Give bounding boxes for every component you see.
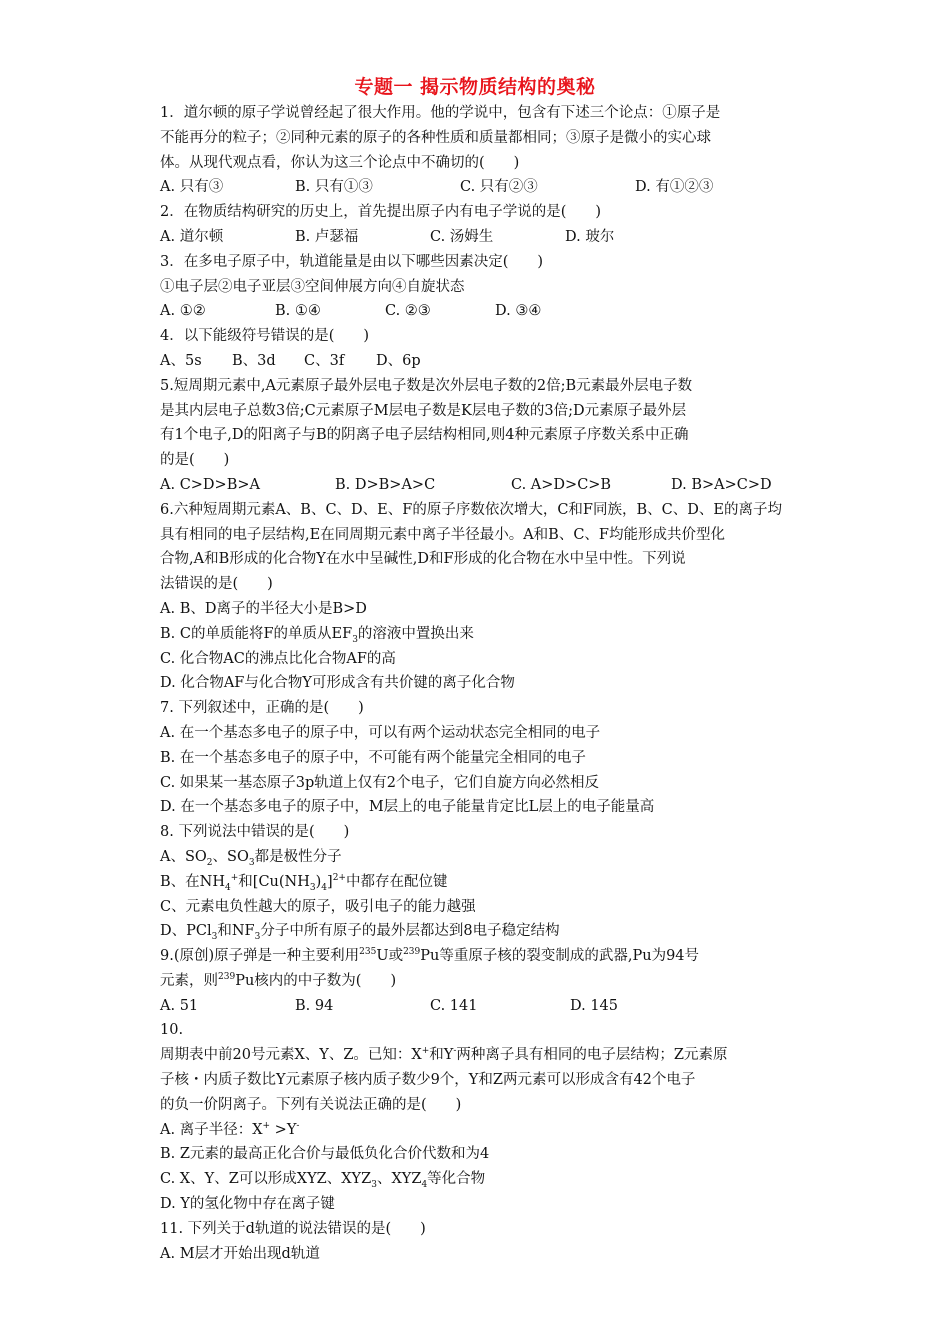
q3-line-2: ①电子层②电子亚层③空间伸展方向④自旋状态 [160,278,465,295]
q9-option-c: C. 141 [430,997,478,1014]
q5-line-3: 有1个电子,D的阳离子与B的阴离子电子层结构相同,则4种元素原子序数关系中正确 [160,427,689,444]
q4-option-d: D、6p [376,352,421,369]
q4-line-1: 4．以下能级符号错误的是( ) [160,328,370,345]
q1-option-c: C. 只有②③ [460,179,538,196]
q10-option-d: D. Y的氢化物中存在离子键 [160,1196,335,1213]
q5-option-c: C. A>D>C>B [511,476,612,493]
q9-option-a: A. 51 [160,997,199,1014]
q9-option-d: D. 145 [570,997,619,1014]
q10-option-b: B. Z元素的最高正化合价与最低负化合价代数和为4 [160,1146,490,1163]
q10-line-2: 子核・内质子数比Y元素原子核内质子数少9个，Y和Z两元素可以形成含有42个电子 [160,1072,696,1089]
q6-option-b: B. C的单质能将F的单质从$EF_3$的溶液中置换出来 [160,625,474,645]
q6-line-2: 具有相同的电子层结构,E在同周期元素中离子半径最小。A和B、C、F均能形成共价型化 [160,526,725,543]
q1-options [160,175,800,200]
q5-line-2: 是其内层电子总数3倍;C元素原子M层电子数是K层电子数的3倍;D元素原子最外层 [160,402,687,419]
q9-options [160,994,800,1019]
q5-option-d: D. B>A>C>D [671,476,772,493]
q3-option-c: C. ②③ [385,303,431,320]
q3-option-d: D. ③④ [495,303,542,320]
q4-options [160,349,800,374]
q6-option-a: A. B、D离子的半径大小是B>D [160,600,367,617]
q9-line-1: 9.(原创)原子弹是一种主要利用$^{235}$U或$^{239}$Pu等重原子核的裂变制成的武器,Pu为94号 [160,947,700,965]
q1-option-b: B. 只有①③ [295,179,373,196]
q11-option-a: A. M层才开始出现d轨道 [160,1245,320,1262]
q8-option-a: A、$SO_2$、$SO_3$都是极性分子 [160,848,342,868]
q1-option-d: D. 有①②③ [635,179,714,196]
q9-option-b: B. 94 [295,997,334,1014]
q1-line-2: 不能再分的粒子；②同种元素的原子的各种性质和质量都相同；③原子是微小的实心球 [160,129,711,146]
q10-line-3: 的负一价阴离子。下列有关说法正确的是( ) [160,1096,462,1113]
q8-option-c: C、元素电负性越大的原子，吸引电子的能力越强 [160,898,476,915]
document-title: 专题一 揭示物质结构的奥秘 [354,76,596,98]
q8-option-d: D、PCl$_3$和$NF_3$分子中所有原子的最外层都达到8电子稳定结构 [160,923,560,943]
q9-line-2: 元素，则$^{239}$Pu核内的中子数为( ) [160,972,397,989]
q2-option-b: B. 卢瑟福 [295,228,359,245]
q2-options [160,225,800,250]
q2-line-1: 2．在物质结构研究的历史上，首先提出原子内有电子学说的是( ) [160,204,602,221]
q2-option-a: A. 道尔顿 [160,228,224,245]
q3-line-1: 3．在多电子原子中，轨道能量是由以下哪些因素决定( ) [160,253,544,270]
q7-option-b: B. 在一个基态多电子的原子中，不可能有两个能量完全相同的电子 [160,749,586,766]
q5-options [160,473,800,498]
q1-line-1: 1．道尔顿的原子学说曾经起了很大作用。他的学说中，包含有下述三个论点：①原子是 [160,105,721,121]
q2-option-d: D. 玻尔 [565,228,615,245]
q5-option-b: B. D>B>A>C [335,476,436,493]
q4-option-b: B、3d [232,352,276,369]
q5-option-a: A. C>D>B>A [160,476,260,493]
q11-line-1: 11. 下列关于d轨道的说法错误的是( ) [160,1220,426,1237]
q8-option-b: B、在$NH_4^+$和$[Cu(NH_3)_4]^{2+}$中都存在配位键 [160,872,448,893]
q3-options [160,299,800,324]
q10-number: 10. [160,1022,184,1039]
q6-option-c: C. 化合物AC的沸点比化合物AF的高 [160,650,396,667]
q4-option-a: A、5s [160,352,202,369]
q6-line-1: 6.六种短周期元素A、B、C、D、E、F的原子序数依次增大，C和F同族，B、C、D、E的离子均 [160,501,782,518]
q10-option-a: A. 离子半径：X+ >Y- [160,1120,300,1138]
q1-option-a: A. 只有③ [160,179,224,196]
q3-factors-prefix: ①电子层②电子亚层 [160,278,291,295]
q10-option-c: C. X、Y、Z可以形成XYZ、$XYZ_3$、$XYZ_4$等化合物 [160,1171,486,1191]
q2-option-c: C. 汤姆生 [430,228,494,245]
q3-option-a: A. ①② [160,303,206,320]
question-body [160,101,800,1266]
q6-line-4: 法错误的是( ) [160,576,273,593]
q7-option-a: A. 在一个基态多电子的原子中，可以有两个运动状态完全相同的电子 [160,724,601,741]
q6-option-d: D. 化合物AF与化合物Y可形成含有共价键的离子化合物 [160,675,515,692]
q5-line-1: 5.短周期元素中,A元素原子最外层电子数是次外层电子数的2倍;B元素最外层电子数 [160,377,693,394]
q6-line-3: 合物,A和B形成的化合物Y在水中呈碱性,D和F形成的化合物在水中呈中性。下列说 [160,551,686,568]
q8-line-1: 8. 下列说法中错误的是( ) [160,824,350,841]
q7-option-c: C. 如果某一基态原子3p轨道上仅有2个电子，它们自旋方向必然相反 [160,774,600,791]
q10-line-1: 周期表中前20号元素X、Y、Z。已知：X+和Y-两种离子具有相同的电子层结构；Z元素原 [160,1046,728,1064]
q1-line-3: 体。从现代观点看，你认为这三个论点中不确切的( ) [160,154,520,171]
q3-option-b: B. ①④ [275,303,321,320]
q7-line-1: 7. 下列叙述中，正确的是( ) [160,700,364,717]
q4-option-c: C、3f [304,352,345,369]
q5-line-4: 的是( ) [160,452,230,469]
q7-option-d: D. 在一个基态多电子的原子中，M层上的电子能量肯定比L层上的电子能量高 [160,799,655,816]
